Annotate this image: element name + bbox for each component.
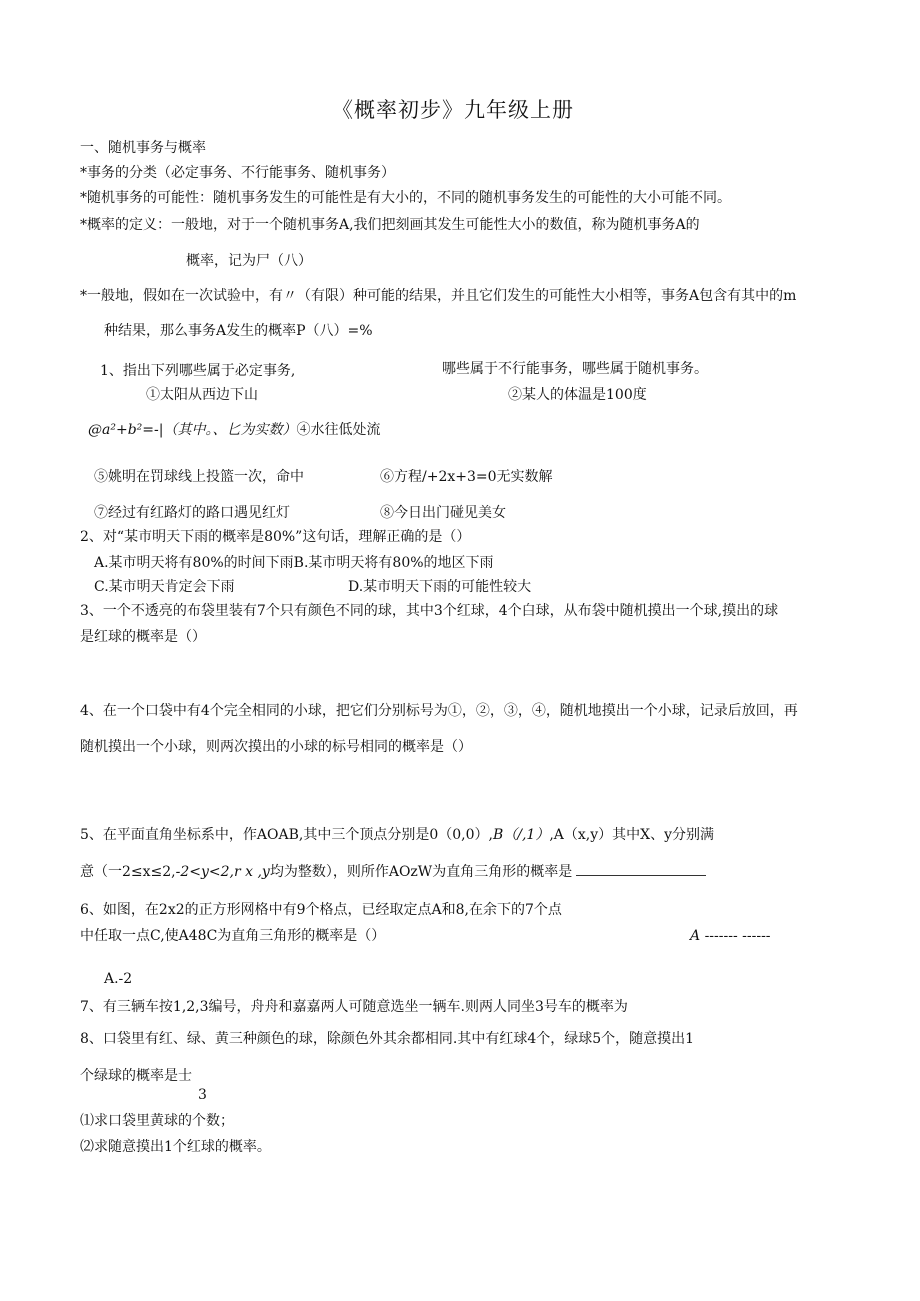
- bullet-classical-probability: *一般地，假如在一次试验中，有〃（有限）种可能的结果，并且它们发生的可能性大小相等，事务A包含有其中的m: [80, 288, 797, 304]
- question-3-stem-cont: 是红球的概率是（）: [80, 629, 206, 645]
- bullet-probability-definition-cont: 概率，记为尸（八）: [186, 253, 312, 269]
- question-2-option-c: C.某市明天肯定会下雨: [94, 579, 235, 595]
- bullet-event-classification: *事务的分类（必定事务、不行能事务、随机事务）: [80, 165, 395, 181]
- question-3-stem: 3、一个不透亮的布袋里装有7个只有颜色不同的球，其中3个红球，4个白球，从布袋中随机摸出一个球,摸出的球: [80, 603, 779, 619]
- question-5-point-b: B（/,1）: [492, 827, 550, 843]
- question-6-figure-label-a: A: [690, 928, 701, 944]
- bullet-event-possibility: *随机事务的可能性：随机事务发生的可能性是有大小的，不同的随机事务发生的可能性的大小可能不同。: [80, 190, 731, 206]
- question-1-option-5: ⑤姚明在罚球线上投篮一次，命中: [94, 469, 304, 485]
- question-1-option-4: ④水往低处流: [296, 422, 381, 438]
- question-6-option-a: A.-2: [104, 971, 133, 987]
- question-5-ask: 均为整数），则所作AOzW为直角三角形的概率是: [269, 864, 573, 880]
- question-1-option-7: ⑦经过有红路灯的路口遇见红灯: [94, 505, 290, 521]
- question-8-subquestion-2: ⑵求随意摸出1个红球的概率。: [80, 1139, 271, 1155]
- question-1-stem-b: 哪些属于不行能事务，哪些属于随机事务。: [442, 361, 708, 377]
- question-1-option-3-4: [88, 421, 380, 439]
- answer-blank: [576, 863, 706, 876]
- question-6-figure-dashes: ------- ------: [704, 928, 771, 944]
- question-5-stem: [80, 826, 714, 844]
- question-1-stem-a: 1、指出下列哪些属于必定事务,: [100, 363, 296, 379]
- question-6-stem-cont: 中任取一点C,使A48C为直角三角形的概率是（）: [80, 928, 386, 944]
- question-1-option-2: ②某人的体温是100度: [508, 387, 647, 403]
- bullet-classical-probability-cont: 种结果，那么事务A发生的概率P（八）=%: [104, 323, 373, 339]
- question-4-stem-cont: 随机摸出一个小球，则两次摸出的小球的标号相同的概率是（）: [80, 739, 472, 755]
- question-2-stem: 2、对“某市明天下雨的概率是80%”这句话，理解正确的是（）: [80, 529, 471, 545]
- question-5-range-x: 意（一2≤x≤2,: [80, 864, 176, 880]
- page-title: 《概率初步》九年级上册: [332, 98, 574, 122]
- question-8-subquestion-1: ⑴求口袋里黄球的个数；: [80, 1113, 234, 1129]
- question-8-fraction-denominator: 3: [198, 1087, 207, 1103]
- question-1-option-6: ⑥方程/+2x+3=0无实数解: [380, 469, 553, 485]
- question-1-option-3-formula: @a²+b²=-|（其中。、: [88, 422, 227, 438]
- question-6-stem: 6、如图，在2x2的正方形网格中有9个格点，已经取定点A和8,在余下的7个点: [80, 902, 562, 918]
- question-5-part-1: 5、在平面直角坐标系中，作AOAB,其中三个顶点分别是0（0,0）,: [80, 827, 493, 843]
- question-1-option-8: ⑧今日出门碰见美女: [380, 505, 506, 521]
- bullet-probability-definition: *概率的定义：一般地，对于一个随机事务A,我们把刻画其发生可能性大小的数值，称为随机事务A的: [80, 217, 700, 233]
- question-8-stem: 8、口袋里有红、绿、黄三种颜色的球，除颜色外其余都相同.其中有红球4个，绿球5个，随意摸出1: [80, 1031, 695, 1047]
- question-2-options-ab: A.某市明天将有80%的时间下雨B.某市明天将有80%的地区下雨: [94, 555, 494, 571]
- section-heading: 一、随机事务与概率: [80, 140, 206, 156]
- question-7-stem: 7、有三辆车按1,2,3编号，舟舟和嘉嘉两人可随意选坐一辆车.则两人同坐3号车的概率为: [80, 999, 628, 1015]
- question-1-option-1: ①太阳从西边下山: [146, 387, 258, 403]
- question-5-part-3: ,A（x,y）其中X、y分别满: [549, 827, 715, 843]
- question-6-figure-fragment: [690, 927, 771, 945]
- question-2-option-d: D.某市明天下雨的可能性较大: [348, 579, 532, 595]
- question-5-range-y: -2<y<2,r x ,y: [175, 864, 270, 880]
- question-8-stem-cont: 个绿球的概率是士: [80, 1068, 192, 1084]
- question-5-stem-cont: [80, 863, 706, 881]
- question-1-option-3-note: 匕为实数）: [226, 422, 297, 438]
- question-4-stem: 4、在一个口袋中有4个完全相同的小球，把它们分别标号为①，②，③，④，随机地摸出一个小球，记录后放回，再: [80, 703, 798, 719]
